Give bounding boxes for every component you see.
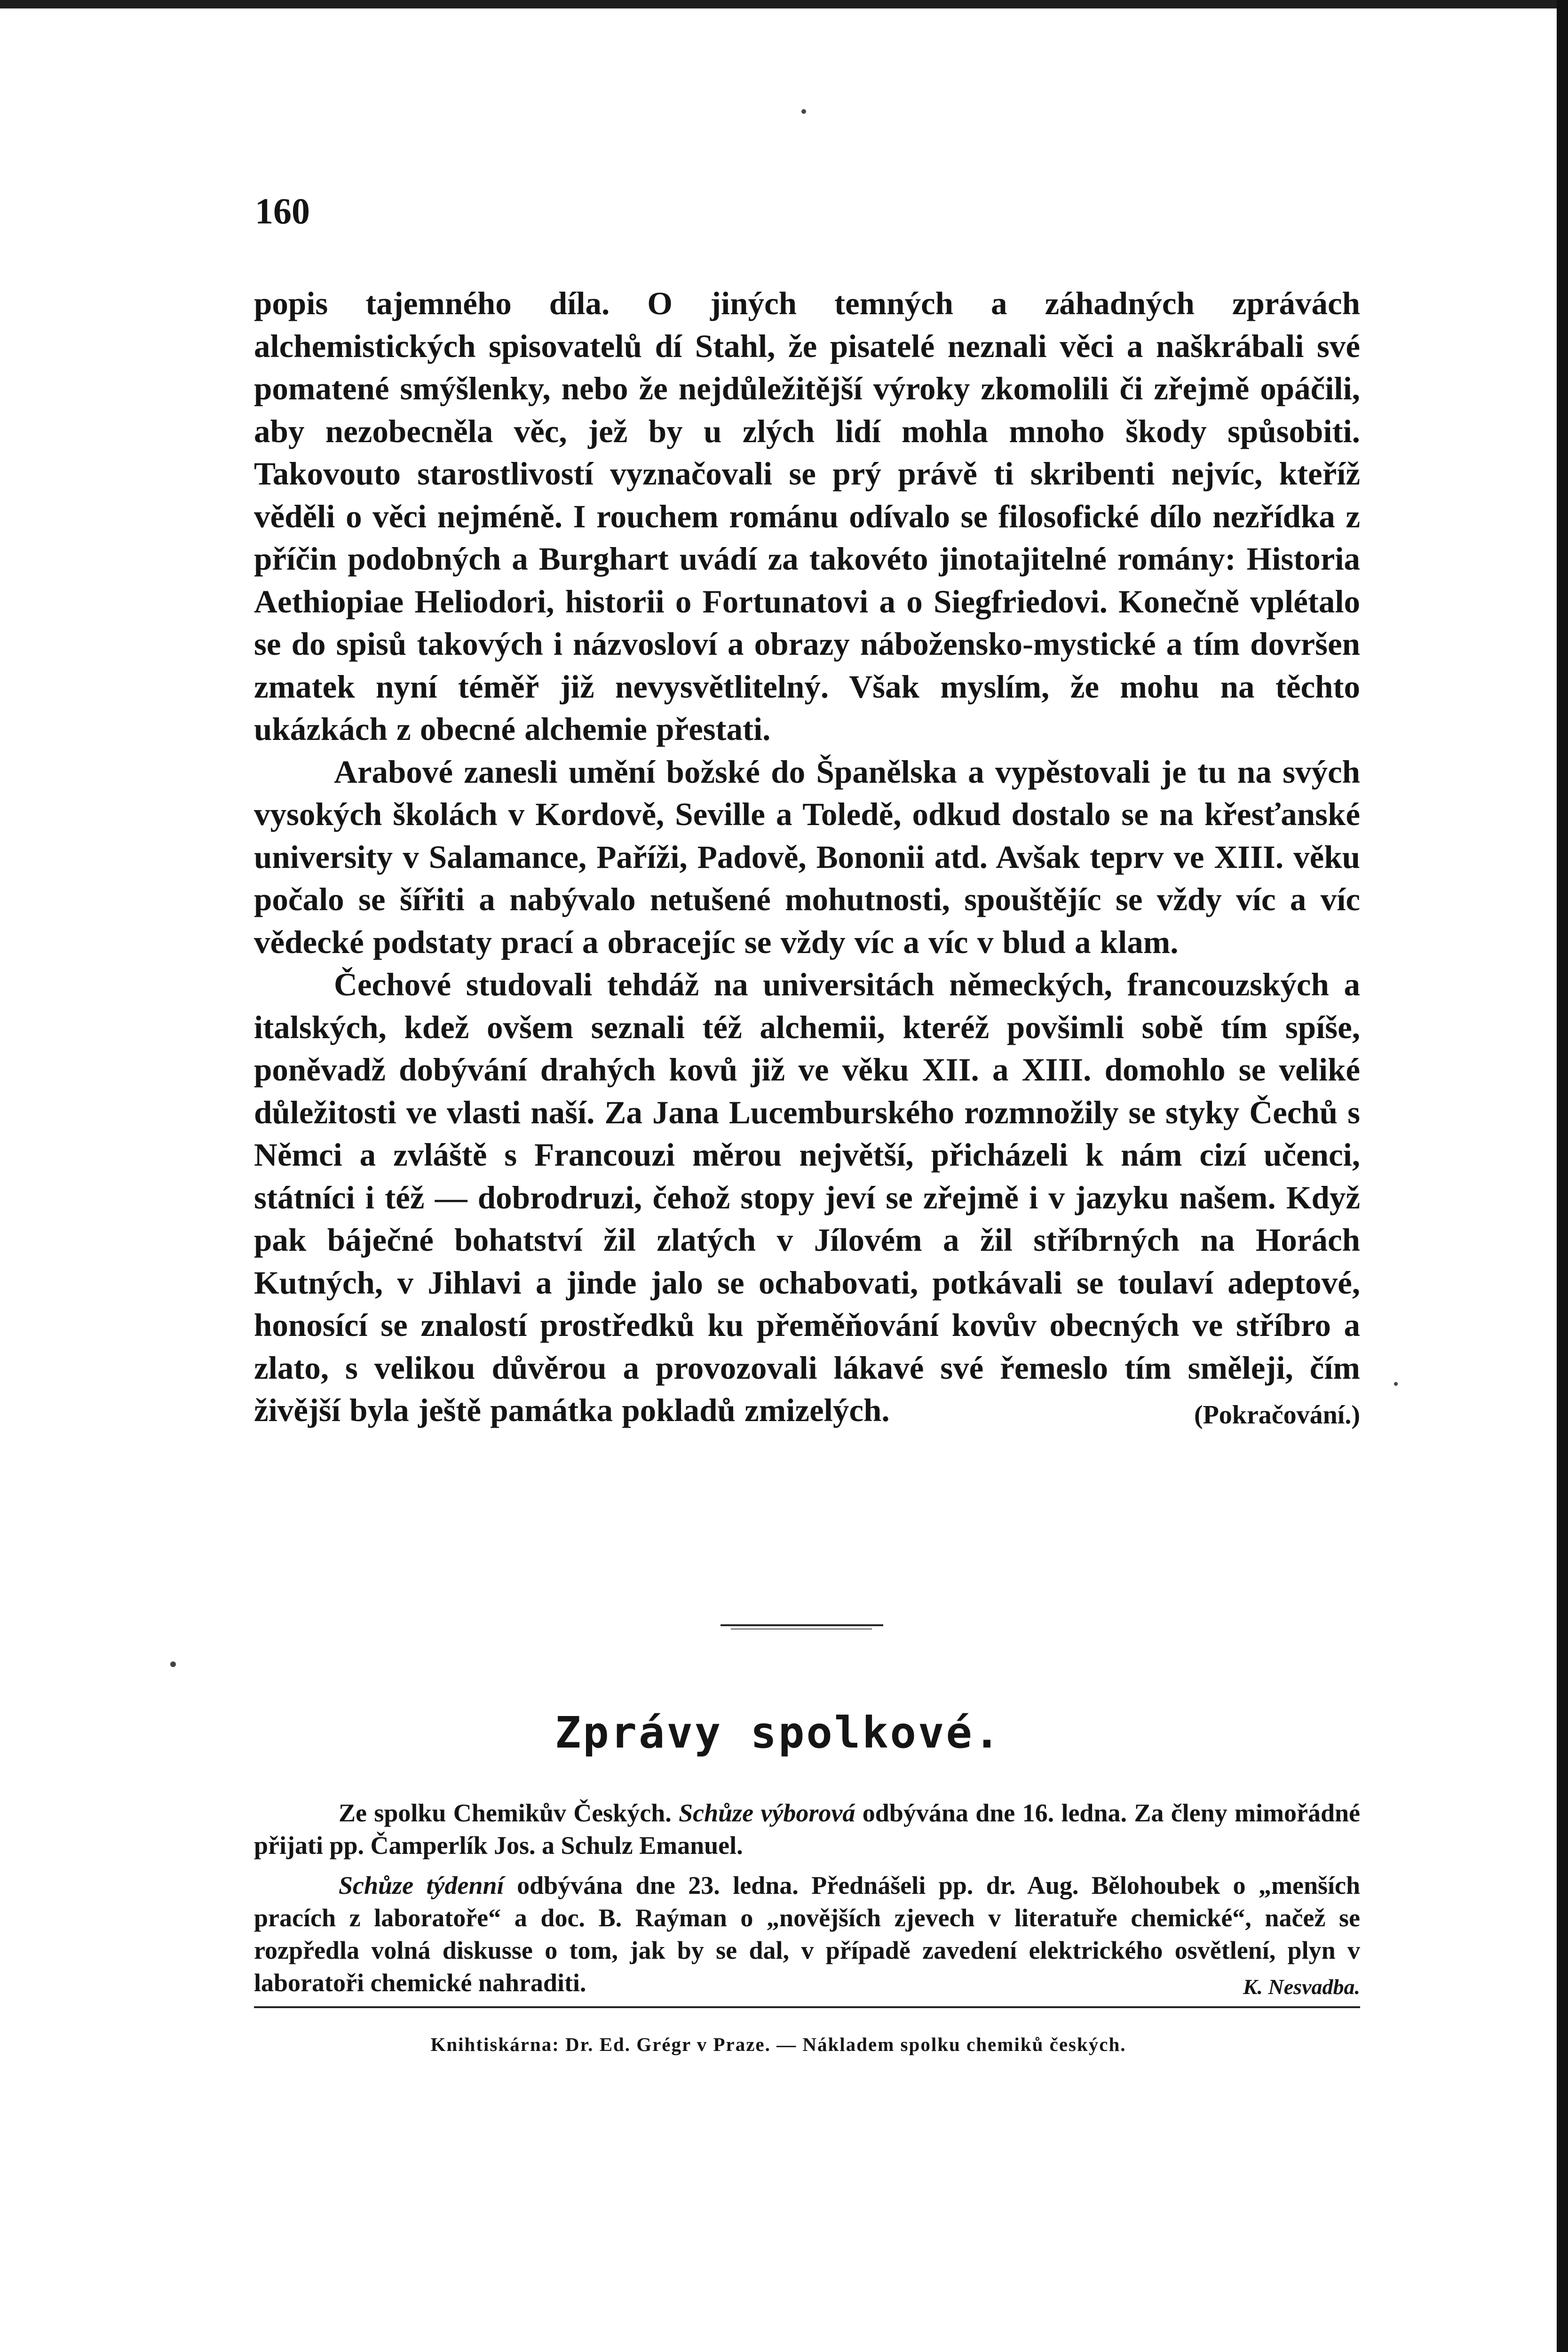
scan-speck (170, 1661, 176, 1667)
news-meeting-type: Schůze výborová (679, 1799, 855, 1827)
continuation-note: (Pokračování.) (1194, 1400, 1360, 1430)
news-item-text: odbývána dne 23. ledna. Přednášeli pp. dr. Aug. Bělohoubek o „menších pracích z laboratoře“ a doc. B. Raýman o „novějších zjevech v literatuře chemické“, načež se rozpředla volná diskusse o tom, jak by se dal, v případě zavedení elektrického osvětlení, plyn v laboratoři chemické nahraditi. (254, 1871, 1360, 1997)
news-section (254, 1797, 1360, 2003)
news-meeting-type: Schůze týdenní (339, 1871, 504, 1899)
article-body (254, 282, 1360, 1437)
news-item-weekly (254, 1869, 1360, 1999)
article-paragraph-2: Arabové zanesli umění božské do Španělska a vypěstovali je tu na svých vysokých školách v Kordově, Seville a Toledě, odkud dostalo se na křesťanské university v Salamance, Paříži, Padově, Bononii atd. Avšak teprv ve XIII. věku počalo se šířiti a nabývalo netušené mohutnosti, spouštějíc se vždy víc a víc vědecké podstaty prací a obracejíc se vždy víc a víc v blud a klam. (254, 754, 1360, 960)
scan-speck (801, 109, 806, 114)
news-section-title: Zprávy spolkové. (554, 1708, 1002, 1758)
printer-imprint: Knihtiskárna: Dr. Ed. Grégr v Praze. — Nákladem spolku chemiků českých. (430, 2034, 1126, 2055)
article-paragraph-3-text: Čechové studovali tehdáž na universitách německých, francouzských a italských, kdež ovšem seznali též alchemii, kteréž povšimli sobě tím spíše, poněvadž dobývání drahých kovů již ve věku XII. a XIII. domohlo se veliké důležitosti ve vlasti naší. Za Jana Lucemburského rozmnožily se styky Čechů s Němci a zvláště s Francouzi měrou největší, přicházeli k nám cizí učenci, státníci i též — dobrodruzi, čehož stopy jeví se zřejmě i v jazyku našem. Když pak báječné bohatství žil zlatých v Jílovém a žil stříbrných na Horách Kutných, v Jihlavi a jinde jalo se ochabovati, potkávali se toulaví adeptové, honosící se znalostí prostředků ku přeměňování kovův obecných ve stříbro a zlato, s velikou důvěrou a provozovali lákavé své řemeslo tím směleji, čím živější byla ještě památka pokladů zmizelých. (254, 967, 1360, 1428)
page-number: 160 (255, 191, 310, 231)
news-signature: K. Nesvadba. (1243, 1975, 1360, 1999)
article-paragraph-3 (254, 963, 1360, 1432)
scan-border-right (1557, 0, 1568, 2352)
section-divider (721, 1624, 883, 1626)
article-paragraph-1: popis tajemného díla. O jiných temných a záhadných zprávách alchemistických spisovatelů dí Stahl, že pisatelé neznali věci a naškrábali své pomatené smýšlenky, nebo že nejdůležitější výroky zkomolili či zřejmě opáčili, aby nezobecněla věc, jež by u zlých lidí mohla mnoho škody spůsobiti. Takovouto starostlivostí vyznačovali se prý právě ti skribenti nejvíc, kteříž věděli o věci nejméně. I rouchem románu odívalo se filosofické dílo nezřídka z příčin podobných a Burghart uvádí za takovéto jinotajitelné romány: Historia Aethiopiae Heliodori, historii o Fortunatovi a o Siegfriedovi. Konečně vplétalo se do spisů takových i názvosloví a obrazy náboženskо-mystické a tím dovršen zmatek nyní téměř již nevysvětlitelný. Však myslím, že mohu na těchto ukázkách z obecné alchemie přestati. (254, 286, 1360, 747)
news-society-heading: Ze spolku Chemikův Českých. (339, 1799, 672, 1827)
scan-border-top (0, 0, 1568, 8)
news-item-text: odbývána dne 16. ledna. Za členy mimořádné přijati pp. Čamperlík Jos. a Schulz Emanuel. (254, 1799, 1361, 1859)
footer-rule (254, 2006, 1360, 2008)
news-item-committee (254, 1797, 1360, 1862)
scan-speck (1394, 1382, 1398, 1386)
